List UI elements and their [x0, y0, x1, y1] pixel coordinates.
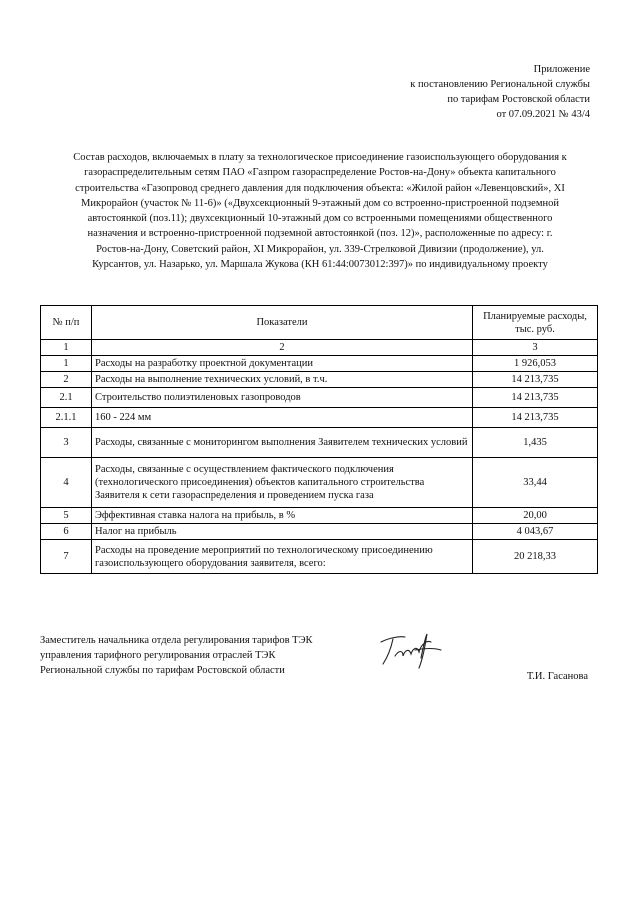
heading-line: автостоянкой (поз.11); двухсекционный 10-этажный дом со встроенными помещениями общественного	[87, 213, 553, 225]
heading-line: Состав расходов, включаемых в плату за технологическое присоединение газоиспользующего оборудования к	[73, 152, 567, 163]
colnum-3: 3	[473, 340, 598, 356]
table-row	[41, 508, 598, 524]
signatory-line-3: Региональной службы по тарифам Ростовской области	[40, 665, 285, 676]
heading-line: Микрорайон (участок № 11-6)» («Двухсекционный 9-этажный дом со встроенно-пристроенной подземной	[81, 197, 559, 209]
table-row	[41, 524, 598, 540]
row-num: 1	[41, 356, 92, 372]
row-value: 20,00	[473, 508, 598, 524]
header-num: № п/п	[41, 306, 92, 340]
heading-line: Ростов-на-Дону, Советский район, XI Микрорайон, ул. 339-Стрелковой Дивизии (продолжение), ул.	[96, 243, 544, 255]
row-num: 2	[41, 372, 92, 388]
appendix-block	[410, 62, 590, 122]
row-name: Эффективная ставка налога на прибыль, в %	[92, 508, 473, 524]
row-num: 2.1	[41, 388, 92, 408]
table-row	[41, 428, 598, 458]
row-name: Расходы на разработку проектной документации	[92, 356, 473, 372]
colnum-2: 2	[92, 340, 473, 356]
row-name: Расходы, связанные с мониторингом выполнения Заявителем технических условий	[92, 428, 473, 458]
handwritten-signature	[375, 628, 445, 670]
appendix-line-1: Приложение	[533, 64, 590, 75]
document-heading	[40, 150, 600, 272]
table-header-row	[41, 306, 598, 340]
row-value: 1,435	[473, 428, 598, 458]
appendix-line-2: к постановлению Региональной службы	[410, 79, 590, 90]
row-value: 4 043,67	[473, 524, 598, 540]
row-num: 3	[41, 428, 92, 458]
row-num: 2.1.1	[41, 408, 92, 428]
row-value: 20 218,33	[473, 540, 598, 574]
row-name: Расходы на выполнение технических условий, в т.ч.	[92, 372, 473, 388]
appendix-line-4: от 07.09.2021 № 43/4	[496, 109, 590, 120]
table-row	[41, 540, 598, 574]
row-value: 14 213,735	[473, 408, 598, 428]
row-num: 6	[41, 524, 92, 540]
table-row	[41, 458, 598, 508]
signatory-line-1: Заместитель начальника отдела регулирования тарифов ТЭК	[40, 635, 313, 646]
header-cost: Планируемые расходы, тыс. руб.	[473, 306, 598, 340]
row-num: 5	[41, 508, 92, 524]
row-value: 14 213,735	[473, 388, 598, 408]
appendix-line-3: по тарифам Ростовской области	[447, 94, 590, 105]
row-name: Налог на прибыль	[92, 524, 473, 540]
table-row	[41, 408, 598, 428]
table-row	[41, 372, 598, 388]
costs-table	[40, 305, 598, 574]
row-name: Расходы на проведение мероприятий по технологическому присоединению газоиспользующего оборудования заявителя, всего:	[92, 540, 473, 574]
heading-line: газораспределительным сетям ПАО «Газпром газораспределение Ростов-на-Дону» объекта капитального	[84, 167, 556, 179]
table-row	[41, 356, 598, 372]
row-name: 160 - 224 мм	[92, 408, 473, 428]
table-row	[41, 388, 598, 408]
colnum-1: 1	[41, 340, 92, 356]
row-name: Строительство полиэтиленовых газопроводов	[92, 388, 473, 408]
signatory-block	[40, 633, 313, 678]
heading-line: назначения и встроенно-пристроенной подземной автостоянкой (поз. 12)», расположенные по адресу: г.	[87, 228, 553, 240]
signatory-line-2: управления тарифного регулирования отраслей ТЭК	[40, 650, 276, 661]
heading-line: строительства «Газопровод среднего давления для подключения объекта: «Жилой район «Левенцовский», XI	[75, 182, 565, 194]
row-num: 4	[41, 458, 92, 508]
header-indicator: Показатели	[92, 306, 473, 340]
heading-line: Курсантов, ул. Назарько, ул. Маршала Жукова (КН 61:44:0073012:397)» по индивидуальному проекту	[92, 259, 548, 271]
table-colnum-row	[41, 340, 598, 356]
row-value: 1 926,053	[473, 356, 598, 372]
row-num: 7	[41, 540, 92, 574]
row-name: Расходы, связанные с осуществлением фактического подключения (технологического присоединения) объектов капитального строительства Заявителя к сети газораспределения и проведением пуска газа	[92, 458, 473, 508]
row-value: 33,44	[473, 458, 598, 508]
row-value: 14 213,735	[473, 372, 598, 388]
signatory-name: Т.И. Гасанова	[526, 671, 588, 682]
